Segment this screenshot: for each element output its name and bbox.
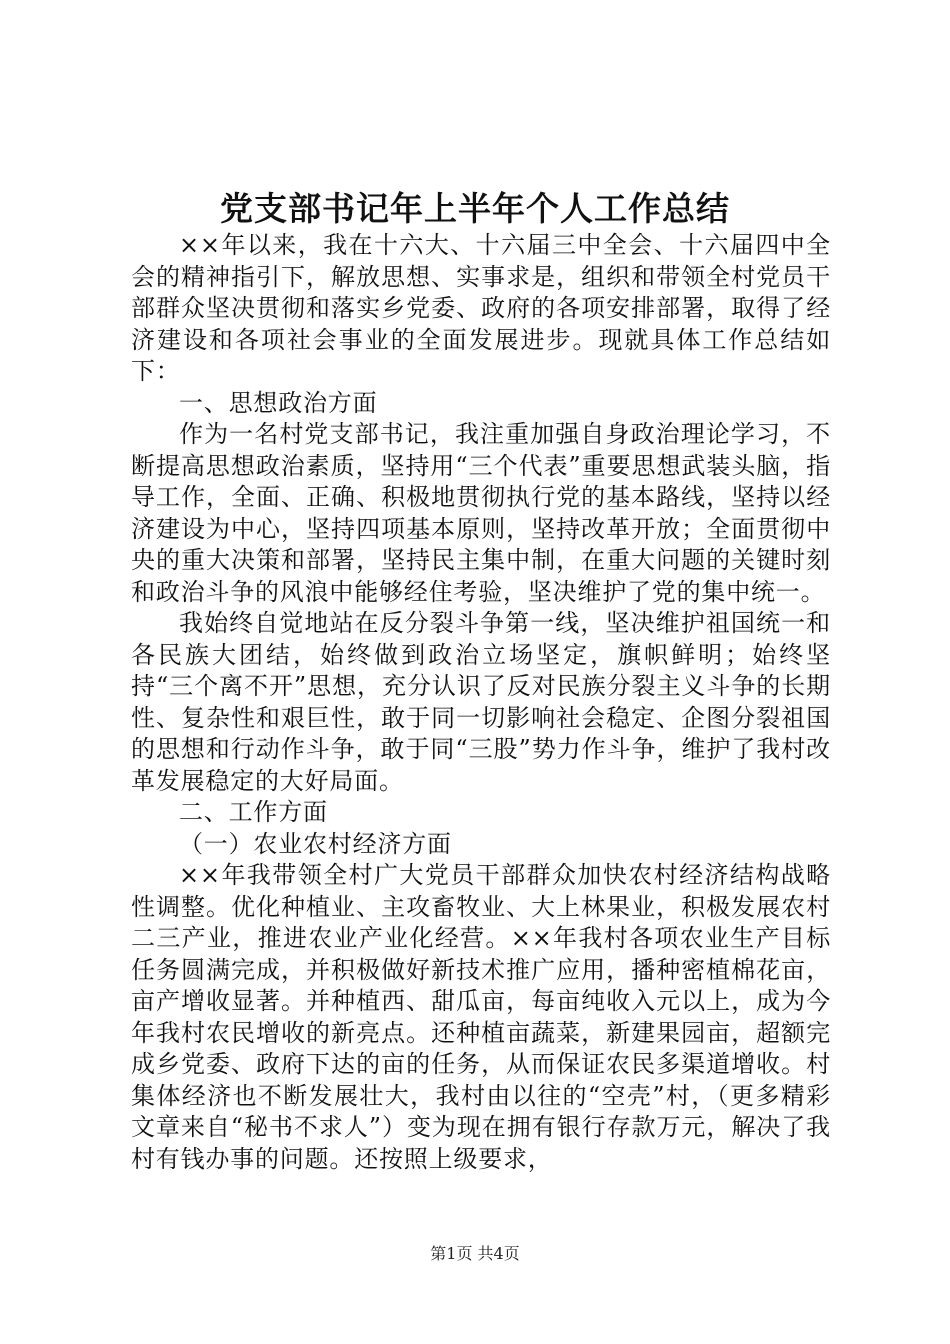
paragraph-anti-separatism: 我始终自觉地站在反分裂斗争第一线，坚决维护祖国统一和各民族大团结，始终做到政治立场坚定，旗帜鲜明；始终坚持“三个离不开”思想，充分认识了反对民族分裂主义斗争的长期性、复杂性和艰巨性，敢于同一切影响社会稳定、企图分裂祖国的思想和行动作斗争，敢于同“三股”势力作斗争，维护了我村改革发展稳定的大好局面。 [131, 609, 831, 795]
document-body [131, 230, 831, 1175]
section-heading-work: 二、工作方面 [179, 798, 328, 826]
paragraph-ideology: 作为一名村党支部书记，我注重加强自身政治理论学习，不断提高思想政治素质，坚持用“三个代表”重要思想武装头脑，指导工作，全面、正确、积极地贯彻执行党的基本路线，坚持以经济建设为中心，坚持四项基本原则，坚持改革开放；全面贯彻中央的重大决策和部署，坚持民主集中制，在重大问题的关键时刻和政治斗争的风浪中能够经住考验，坚决维护了党的集中统一。 [131, 420, 831, 606]
subsection-heading-agriculture: （一）农业农村经济方面 [179, 829, 452, 858]
paragraph-agriculture: ××年我带领全村广大党员干部群众加快农村经济结构战略性调整。优化种植业、主攻畜牧业、大上林果业，积极发展农村二三产业，推进农业产业化经营。××年我村各项农业生产目标任务圆满完成，并积极做好新技术推广应用，播种密植棉花亩，亩产增收显著。并种植西、甜瓜亩，每亩纯收入元以上，成为今年我村农民增收的新亮点。还种植亩蔬菜，新建果园亩，超额完成乡党委、政府下达的亩的任务，从而保证农民多渠道增收。村集体经济也不断发展壮大，我村由以往的“空壳”村，（更多精彩文章来自“秘书不求人”）变为现在拥有银行存款万元，解决了我村有钱办事的问题。还按照上级要求， [131, 861, 831, 1173]
page-number-footer: 第1页 共4页 [430, 1244, 520, 1263]
document-title: 党支部书记年上半年个人工作总结 [220, 189, 730, 228]
section-heading-ideology: 一、思想政治方面 [179, 388, 378, 417]
paragraph-intro: ××年以来，我在十六大、十六届三中全会、十六届四中全会的精神指引下，解放思想、实事求是，组织和带领全村党员干部群众坚决贯彻和落实乡党委、政府的各项安排部署，取得了经济建设和各项社会事业的全面发展进步。现就具体工作总结如下： [131, 231, 831, 385]
